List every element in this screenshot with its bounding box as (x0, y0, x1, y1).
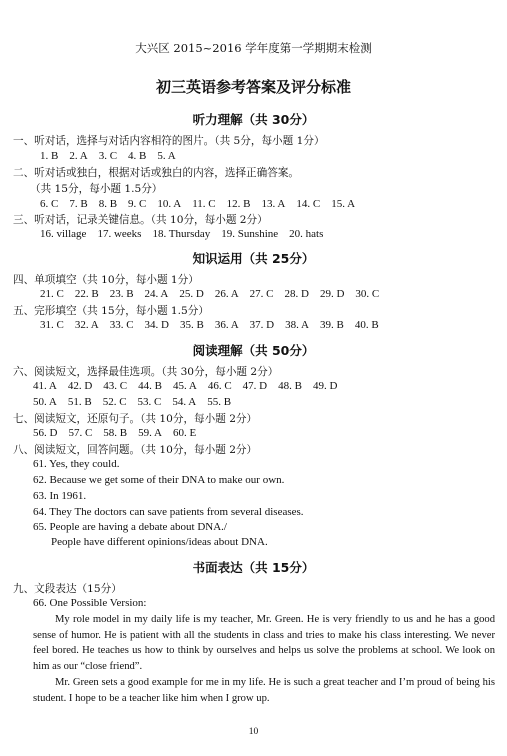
answer-item: 58. B (103, 427, 128, 439)
section-listening-heading: 听力理解（共 30分） (192, 112, 315, 127)
answer-item: 7. B (69, 198, 88, 210)
answer-item: 25. D (179, 288, 204, 300)
answer-item: 43. C (103, 380, 128, 392)
page-number: 10 (248, 727, 259, 737)
answer-item: 49. D (312, 380, 338, 392)
q9-instruction: 九、文段表达（15分） (13, 583, 122, 595)
q8-answer-61: 61. Yes, they could. (33, 458, 120, 470)
answer-item: 29. D (319, 288, 345, 300)
answer-item: 35. B (179, 319, 204, 331)
answer-item: 46. C (207, 380, 232, 392)
answer-item: 37. D (249, 319, 275, 331)
answer-item: 54. A (172, 396, 197, 408)
answer-item: 34. D (144, 319, 169, 331)
answer-item: 52. C (102, 396, 127, 408)
answer-item: 4. B (128, 150, 147, 162)
section-writing-heading: 书面表达（共 15分） (192, 560, 315, 575)
q2-score: （共 15分，每小题 1.5分） (30, 183, 163, 195)
q8-answer-64: 64. They The doctors can save patients from several diseases. (33, 506, 304, 518)
answer-item: 36. A (214, 319, 239, 331)
q7-answers (33, 427, 207, 439)
answer-item: 3. C (98, 150, 118, 162)
answer-item: 39. B (319, 319, 344, 331)
section-knowledge-heading: 知识运用（共 25分） (192, 251, 315, 266)
essay-paragraph-1: My role model in my daily life is my teacher, Mr. Green. He is very friendly to us and he has a good sense of humor. He is patient with all the students in class and tries to make his class interesting. We never feel bored. He teaches us how to think by ourselves and helps us solve the problems at school. We look on him as our “close friend”. (33, 614, 495, 672)
q8-answer-65-alt: People have different opinions/ideas about DNA. (51, 536, 268, 548)
answer-item: 14. C (296, 198, 321, 210)
page-title: 初三英语参考答案及评分标准 (155, 78, 351, 96)
section-reading-heading: 阅读理解（共 50分） (192, 343, 315, 358)
answer-item: 5. A (157, 150, 176, 162)
answer-item: 30. C (355, 288, 380, 300)
answer-item: 22. B (74, 288, 99, 300)
exam-header: 大兴区 2015~2016 学年度第一学期期末检测 (135, 41, 372, 55)
answer-item: 2. A (69, 150, 88, 162)
q5-instruction: 五、完形填空（共 15分，每小题 1.5分） (13, 305, 209, 317)
q3-answers (40, 228, 334, 240)
answer-item: 48. B (278, 380, 302, 392)
q6-answers-row1 (33, 380, 348, 392)
q2-answers (40, 198, 366, 210)
answer-item: 17. weeks (97, 228, 142, 240)
answer-item: 60. E (172, 427, 197, 439)
answer-item: 13. A (261, 198, 286, 210)
answer-item: 47. D (242, 380, 268, 392)
answer-item: 59. A (138, 427, 162, 439)
answer-item: 24. A (144, 288, 169, 300)
answer-item: 53. C (137, 396, 162, 408)
answer-item: 19. Sunshine (221, 228, 279, 240)
q4-instruction: 四、单项填空（共 10分，每小题 1分） (13, 274, 199, 286)
answer-item: 1. B (40, 150, 59, 162)
q6-answers-row2 (33, 396, 242, 408)
answer-item: 44. B (138, 380, 162, 392)
q1-answers (40, 150, 187, 162)
answer-item: 45. A (172, 380, 197, 392)
q1-instruction: 一、听对话，选择与对话内容相符的图片。（共 5分，每小题 1分） (13, 135, 325, 147)
q7-instruction: 七、阅读短文，还原句子。（共 10分，每小题 2分） (13, 413, 258, 425)
q8-instruction: 八、阅读短文，回答问题。（共 10分，每小题 2分） (13, 444, 258, 456)
answer-item: 41. A (33, 380, 57, 392)
q5-answers (40, 319, 390, 331)
q9-version-label: 66. One Possible Version: (33, 597, 147, 609)
answer-item: 27. C (249, 288, 274, 300)
answer-item: 23. B (109, 288, 134, 300)
answer-item: 42. D (67, 380, 93, 392)
answer-item: 40. B (354, 319, 379, 331)
essay-paragraph-2: Mr. Green sets a good example for me in my life. He is such a great teacher and I’m proud of being his student. I hope to be a teacher like him when I grow up. (33, 677, 495, 704)
answer-item: 18. Thursday (152, 228, 211, 240)
answer-item: 21. C (40, 288, 64, 300)
answer-item: 26. A (214, 288, 239, 300)
answer-item: 57. C (68, 427, 93, 439)
q4-answers (40, 288, 390, 300)
answer-item: 56. D (33, 427, 58, 439)
answer-item: 55. B (207, 396, 232, 408)
answer-item: 28. D (284, 288, 309, 300)
q8-answer-62: 62. Because we get some of their DNA to make our own. (33, 474, 285, 486)
answer-item: 31. C (40, 319, 64, 331)
answer-item: 33. C (109, 319, 134, 331)
answer-item: 15. A (331, 198, 356, 210)
answer-item: 51. B (67, 396, 92, 408)
q6-instruction: 六、阅读短文，选择最佳选项。（共 30分，每小题 2分） (13, 366, 279, 378)
answer-item: 8. B (98, 198, 118, 210)
answer-item: 11. C (192, 198, 216, 210)
answer-item: 9. C (128, 198, 147, 210)
answer-item: 32. A (74, 319, 99, 331)
answer-item: 20. hats (289, 228, 324, 240)
q8-answer-65: 65. People are having a debate about DNA./ (33, 521, 227, 533)
answer-item: 6. C (40, 198, 59, 210)
q8-answer-63: 63. In 1961. (33, 490, 87, 502)
answer-item: 38. A (285, 319, 309, 331)
answer-item: 10. A (157, 198, 182, 210)
answer-item: 50. A (33, 396, 57, 408)
answer-item: 16. village (40, 228, 87, 240)
q2-instruction: 二、听对话或独白，根据对话或独白的内容，选择正确答案。 (13, 167, 300, 179)
q3-instruction: 三、听对话，记录关键信息。（共 10分，每小题 2分） (13, 214, 268, 226)
answer-item: 12. B (226, 198, 251, 210)
